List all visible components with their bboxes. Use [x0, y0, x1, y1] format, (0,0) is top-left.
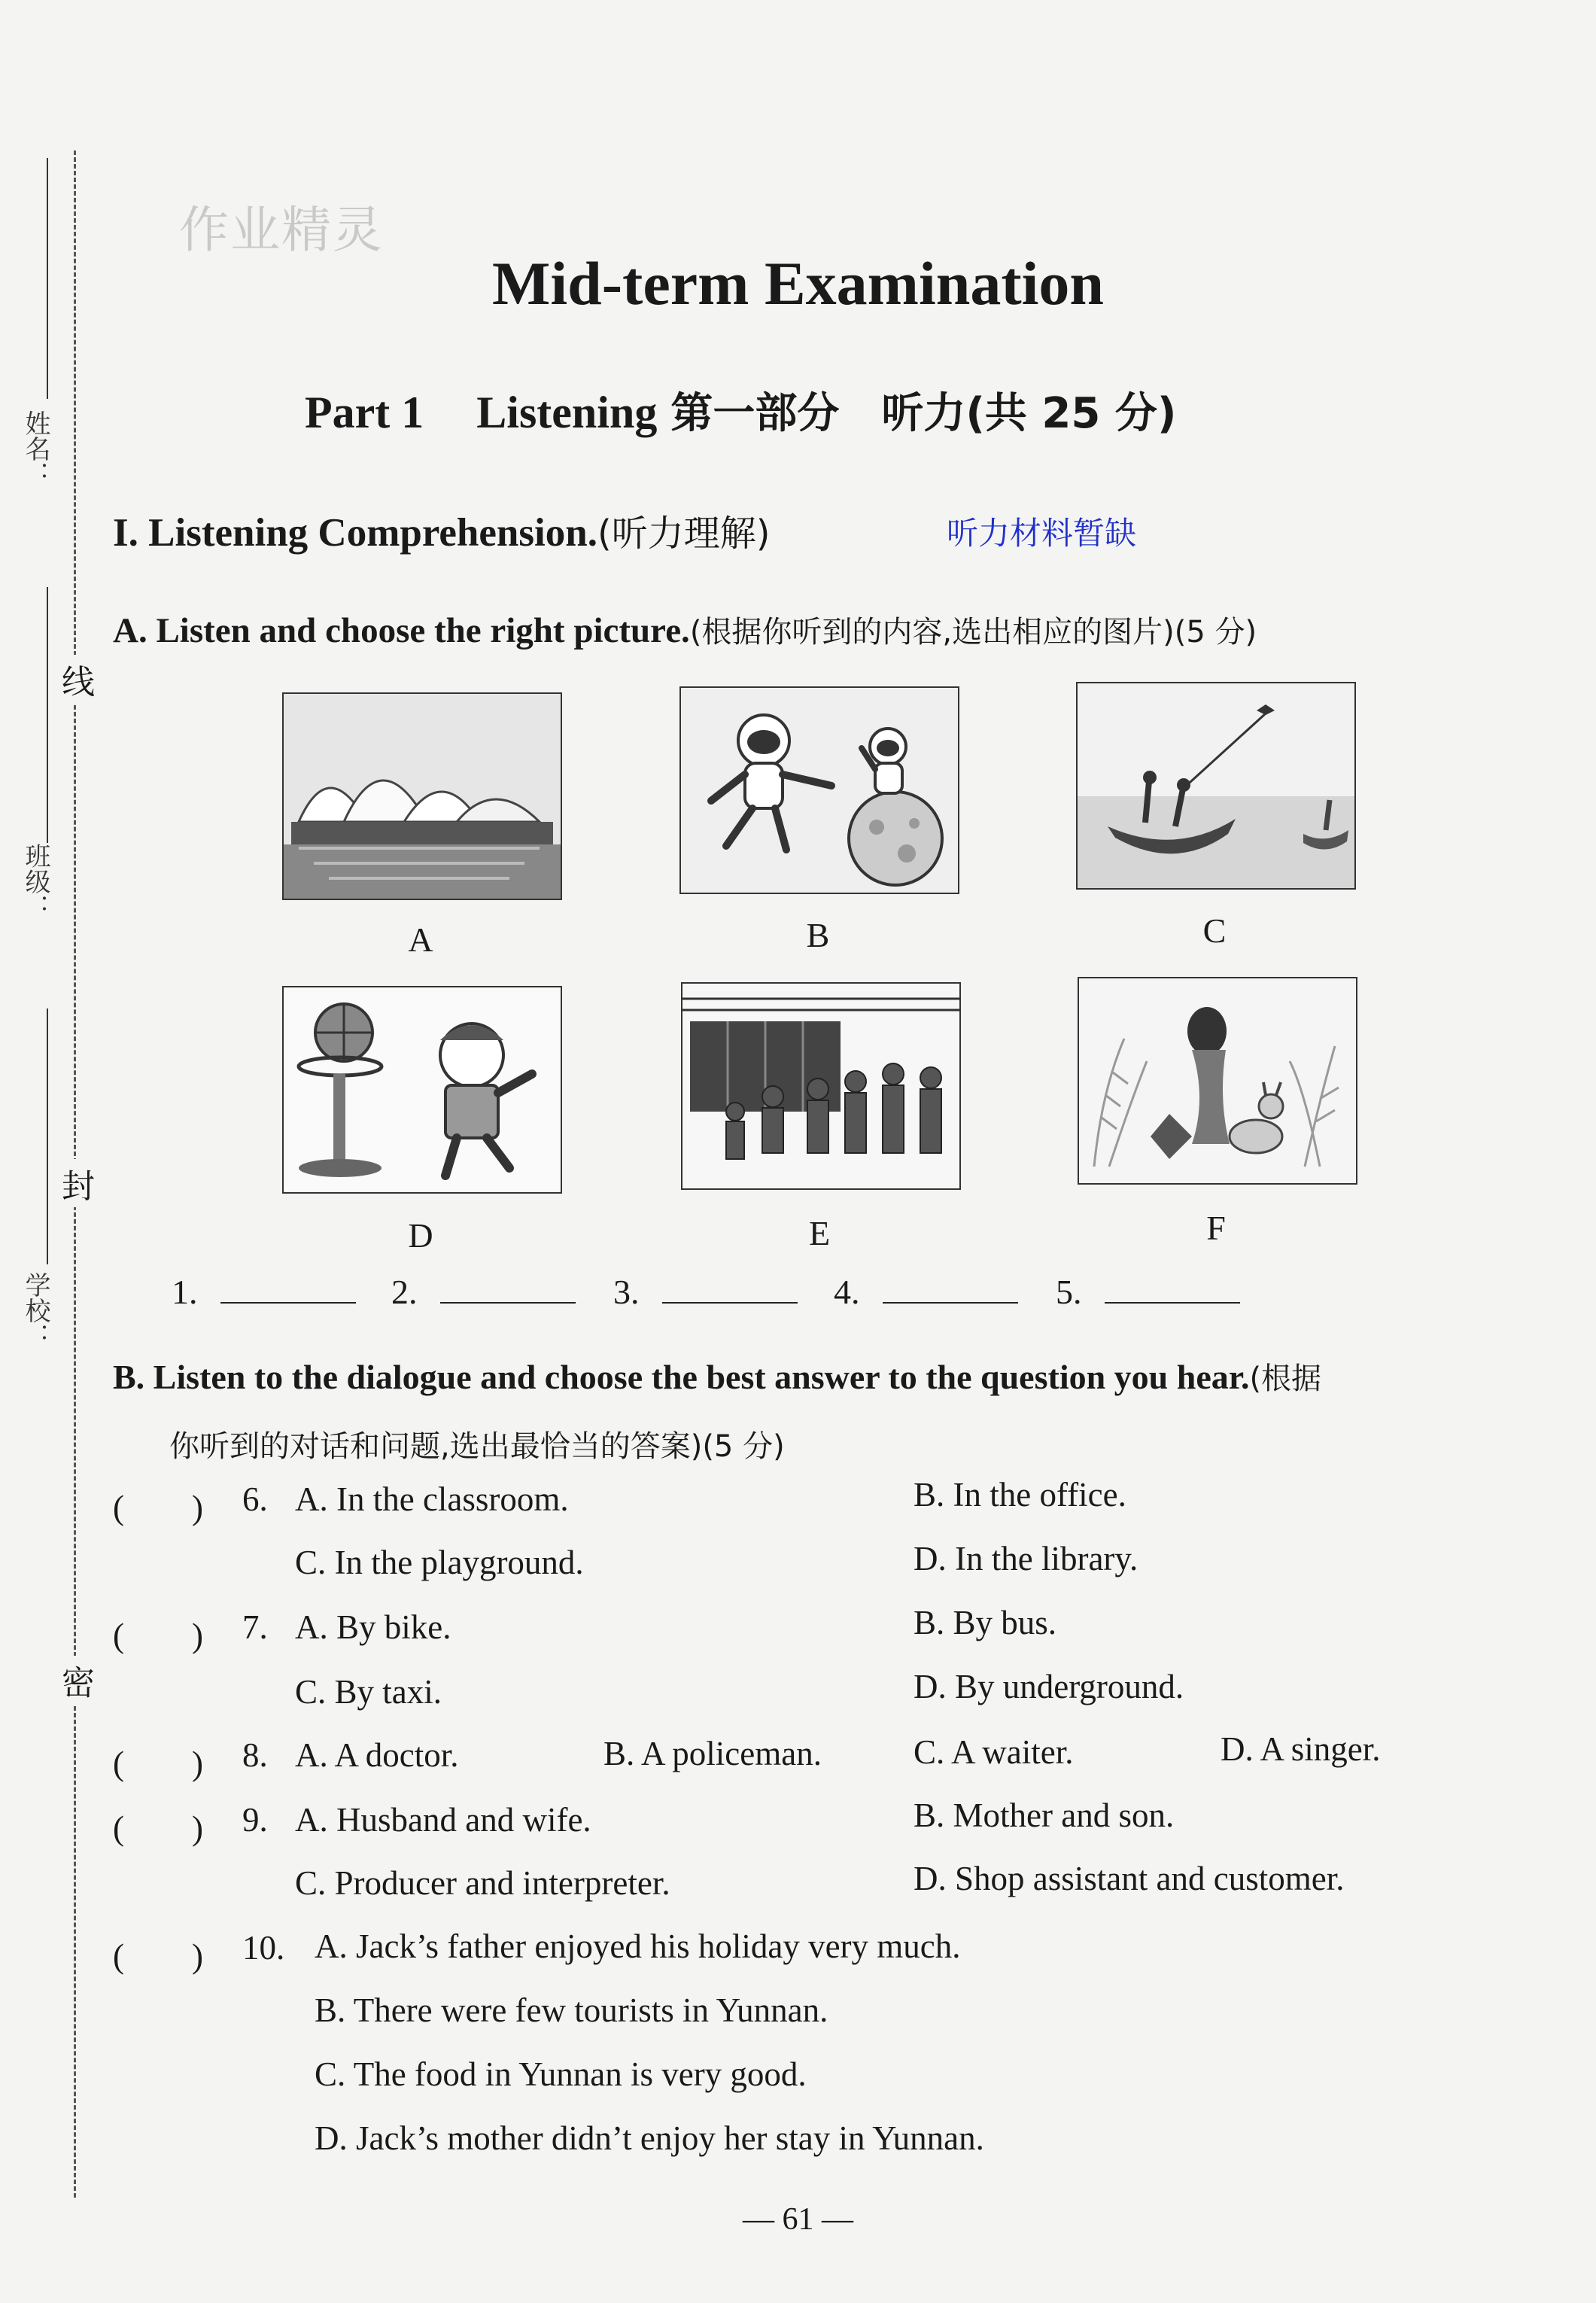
binding-margin — [0, 0, 95, 2303]
answer-paren-6[interactable]: ( ) — [113, 1489, 203, 1526]
seal-word-seal: 封 — [60, 1159, 96, 1207]
option-8c: C. A waiter. — [914, 1733, 1074, 1771]
museum-crowd-icon — [682, 984, 959, 1188]
blank-number: 1. — [172, 1273, 198, 1311]
question-number-6: 6. — [242, 1480, 268, 1518]
option-7b: B. By bus. — [914, 1604, 1057, 1641]
opera-house-icon — [284, 694, 561, 899]
blank-line[interactable] — [662, 1272, 798, 1304]
answer-paren-7[interactable]: ( ) — [113, 1617, 203, 1654]
section-b-label: B. Listen to the dialogue and choose the best answer to the question you hear. — [113, 1358, 1250, 1396]
picture-label-c: C — [1202, 911, 1227, 950]
answer-blank-4[interactable] — [834, 1272, 1018, 1312]
blank-number: 4. — [834, 1273, 860, 1311]
option-6b: B. In the office. — [914, 1476, 1126, 1514]
name-label: 姓名： — [21, 410, 49, 487]
option-6c: C. In the playground. — [295, 1544, 584, 1581]
question-number-8: 8. — [242, 1736, 268, 1774]
answer-paren-9[interactable]: ( ) — [113, 1809, 203, 1847]
picture-label-e: E — [808, 1214, 831, 1252]
section-a-zh: (根据你听到的内容,选出相应的图片)(5 分) — [689, 615, 1257, 650]
option-7a: A. By bike. — [295, 1608, 451, 1646]
option-9d: D. Shop assistant and customer. — [914, 1860, 1345, 1897]
question-number-7: 7. — [242, 1608, 268, 1646]
girl-with-dog-icon — [1079, 978, 1356, 1183]
option-7c: C. By taxi. — [295, 1673, 442, 1711]
part-zh: 第一部分 听力(共 25 分) — [670, 389, 1177, 438]
option-8d: D. A singer. — [1221, 1730, 1381, 1768]
picture-label-f: F — [1206, 1209, 1226, 1247]
answer-blank-3[interactable] — [613, 1272, 798, 1312]
seal-word-line: 线 — [60, 655, 96, 703]
school-line — [47, 1009, 48, 1264]
picture-label-b: B — [806, 916, 830, 954]
picture-d — [282, 986, 562, 1194]
option-9b: B. Mother and son. — [914, 1796, 1175, 1834]
blank-line[interactable] — [1105, 1272, 1240, 1304]
question-number-10: 10. — [242, 1929, 285, 1967]
answer-blank-2[interactable] — [391, 1272, 576, 1312]
class-line — [47, 587, 48, 843]
part-heading — [305, 380, 1176, 440]
picture-label-a: A — [408, 920, 433, 959]
option-6d: D. In the library. — [914, 1540, 1138, 1577]
section-a-instruction — [113, 608, 1257, 651]
blank-line[interactable] — [220, 1272, 356, 1304]
section-a-label: A. Listen and choose the right picture. — [113, 611, 690, 650]
picture-b — [679, 686, 959, 894]
audio-missing-note: 听力材料暂缺 — [947, 515, 1137, 552]
question-number-9: 9. — [242, 1801, 268, 1839]
picture-f — [1078, 977, 1357, 1185]
section-label: I. Listening Comprehension. — [113, 511, 597, 555]
option-6a: A. In the classroom. — [295, 1480, 569, 1518]
answer-blank-1[interactable] — [172, 1272, 356, 1312]
picture-a — [282, 692, 562, 900]
blank-line[interactable] — [883, 1272, 1018, 1304]
section-b-zh-2: 你听到的对话和问题,选出最恰当的答案)(5 分) — [169, 1429, 785, 1464]
option-9a: A. Husband and wife. — [295, 1801, 591, 1839]
watermark: 作业精灵 — [179, 201, 384, 259]
astronauts-icon — [681, 688, 958, 893]
blank-number: 5. — [1056, 1273, 1082, 1311]
page-number: — 61 — — [743, 2202, 853, 2237]
answer-blank-5[interactable] — [1056, 1272, 1240, 1312]
seal-word-secret: 密 — [60, 1656, 96, 1704]
answer-paren-8[interactable]: ( ) — [113, 1745, 203, 1782]
option-9c: C. Producer and interpreter. — [295, 1864, 670, 1902]
page-title: Mid-term Examination — [491, 249, 1105, 318]
option-8b: B. A policeman. — [603, 1735, 822, 1772]
option-10b: B. There were few tourists in Yunnan. — [315, 1991, 828, 2029]
section-b-zh-1: (根据 — [1249, 1361, 1322, 1396]
answer-paren-10[interactable]: ( ) — [113, 1937, 203, 1975]
class-label: 班级： — [21, 843, 49, 920]
part-label: Part 1 — [305, 388, 424, 437]
section-zh: (听力理解) — [597, 513, 771, 555]
blank-number: 3. — [613, 1273, 640, 1311]
blank-number: 2. — [391, 1273, 418, 1311]
section-b-instruction — [113, 1344, 1490, 1480]
picture-c — [1076, 682, 1356, 890]
option-8a: A. A doctor. — [295, 1736, 459, 1774]
option-10c: C. The food in Yunnan is very good. — [315, 2055, 807, 2093]
basketball-boy-icon — [284, 987, 561, 1192]
option-7d: D. By underground. — [914, 1668, 1184, 1705]
part-name: Listening — [476, 388, 658, 437]
picture-e — [681, 982, 961, 1190]
school-label: 学校： — [21, 1272, 49, 1349]
option-10d: D. Jack’s mother didn’t enjoy her stay in Yunnan. — [315, 2119, 984, 2157]
option-10a: A. Jack’s father enjoyed his holiday very much. — [315, 1927, 961, 1965]
blank-line[interactable] — [440, 1272, 576, 1304]
section-heading — [113, 504, 770, 556]
picture-label-d: D — [408, 1216, 433, 1255]
fishing-boat-icon — [1078, 683, 1354, 888]
